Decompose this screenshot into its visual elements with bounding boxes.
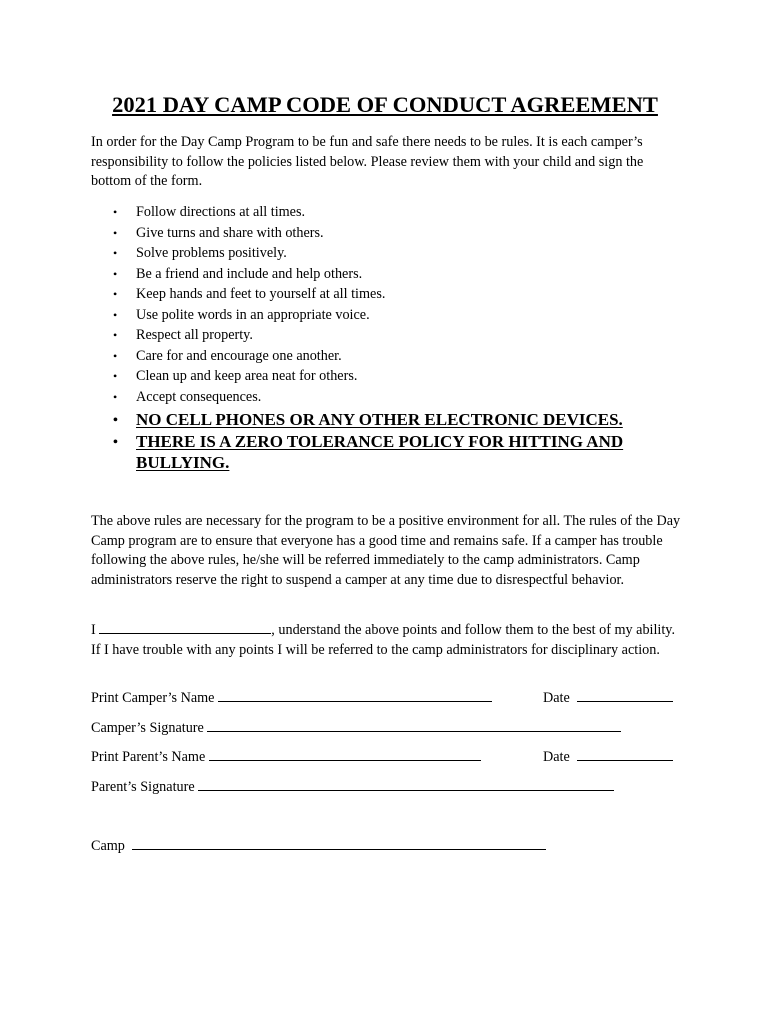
camper-signature-field — [91, 718, 621, 738]
bold-rule-item — [91, 431, 681, 474]
bullet-icon: • — [113, 205, 118, 219]
print-camper-name-field — [91, 688, 492, 708]
rule-item — [91, 366, 681, 387]
bullet-icon: • — [113, 434, 118, 450]
camper-signature-label: Camper’s Signature — [91, 720, 204, 736]
bullet-icon: • — [113, 328, 118, 342]
rule-text: Clean up and keep area neat for others. — [136, 368, 358, 384]
rule-item — [91, 223, 681, 244]
document-title: 2021 DAY CAMP CODE OF CONDUCT AGREEMENT — [112, 92, 658, 117]
parent-signature-line[interactable] — [198, 777, 614, 791]
bullet-icon: • — [113, 369, 118, 383]
rule-text: Use polite words in an appropriate voice. — [136, 306, 370, 323]
rule-item — [91, 387, 681, 408]
rules-list — [91, 202, 681, 474]
bold-rule-text: NO CELL PHONES OR ANY OTHER ELECTRONIC DEVICES. — [136, 410, 623, 429]
camp-field — [91, 836, 546, 856]
bullet-icon: • — [113, 266, 118, 281]
rule-item — [91, 284, 681, 305]
bullet-icon: • — [113, 246, 118, 260]
bullet-icon: • — [113, 307, 118, 322]
rule-text: Care for and encourage one another. — [136, 347, 342, 364]
date-line-2[interactable] — [577, 747, 673, 761]
rule-text: Be a friend and include and help others. — [136, 265, 363, 282]
camper-signature-line[interactable] — [207, 718, 621, 732]
print-parent-name-label: Print Parent’s Name — [91, 749, 206, 765]
rule-text: Follow directions at all times. — [136, 204, 306, 220]
print-camper-name-line[interactable] — [218, 688, 492, 702]
bullet-icon: • — [113, 287, 118, 301]
rule-text: Respect all property. — [136, 327, 253, 343]
bullet-icon: • — [113, 389, 118, 404]
date-field-1 — [543, 688, 673, 708]
date-label-2: Date — [543, 749, 570, 765]
bold-rule-text: THERE IS A ZERO TOLERANCE POLICY FOR HITTING AND BULLYING. — [136, 431, 624, 472]
date-field-2 — [543, 747, 673, 767]
rule-text: Keep hands and feet to yourself at all times. — [136, 286, 386, 302]
understand-text: , understand the above points and follow them to the best of my ability. If I have trouble with any points I will be referred to the camp administrators for disciplinary action. — [91, 622, 676, 658]
rule-item — [91, 305, 681, 326]
rule-item — [91, 264, 681, 285]
understand-prefix: I — [91, 622, 96, 638]
date-line-1[interactable] — [577, 688, 673, 702]
name-blank-line[interactable] — [99, 620, 271, 634]
camp-label: Camp — [91, 838, 125, 854]
understand-paragraph — [91, 620, 681, 660]
rule-text: Give turns and share with others. — [136, 224, 324, 241]
print-parent-name-field — [91, 747, 481, 767]
rule-text: Solve problems positively. — [136, 245, 287, 261]
rule-item — [91, 325, 681, 346]
bullet-icon: • — [113, 413, 118, 428]
rule-item — [91, 243, 681, 264]
date-label-1: Date — [543, 690, 570, 706]
bold-rule-item — [91, 409, 681, 431]
parent-signature-field — [91, 777, 614, 797]
rule-item — [91, 346, 681, 367]
camp-line[interactable] — [132, 836, 546, 850]
rule-item — [91, 202, 681, 223]
parent-signature-label: Parent’s Signature — [91, 779, 195, 795]
intro-paragraph: In order for the Day Camp Program to be fun and safe there needs to be rules. It is each camper’s responsibility to follow the policies listed below. Please review them with your child and sign the bottom of the form. — [91, 134, 644, 189]
print-camper-name-label: Print Camper’s Name — [91, 690, 215, 706]
closing-paragraph: The above rules are necessary for the program to be a positive environment for all. The rules of the Day Camp program are to ensure that everyone has a good time and remains safe. If a camper has trouble following the above rules, he/she will be referred immediately to the camp administrators. Camp administrators reserve the right to suspend a camper at any time due to disrespectful behavior. — [91, 513, 681, 588]
bullet-icon: • — [113, 225, 118, 240]
print-parent-name-line[interactable] — [209, 747, 481, 761]
bullet-icon: • — [113, 348, 118, 363]
rule-text: Accept consequences. — [136, 388, 262, 405]
